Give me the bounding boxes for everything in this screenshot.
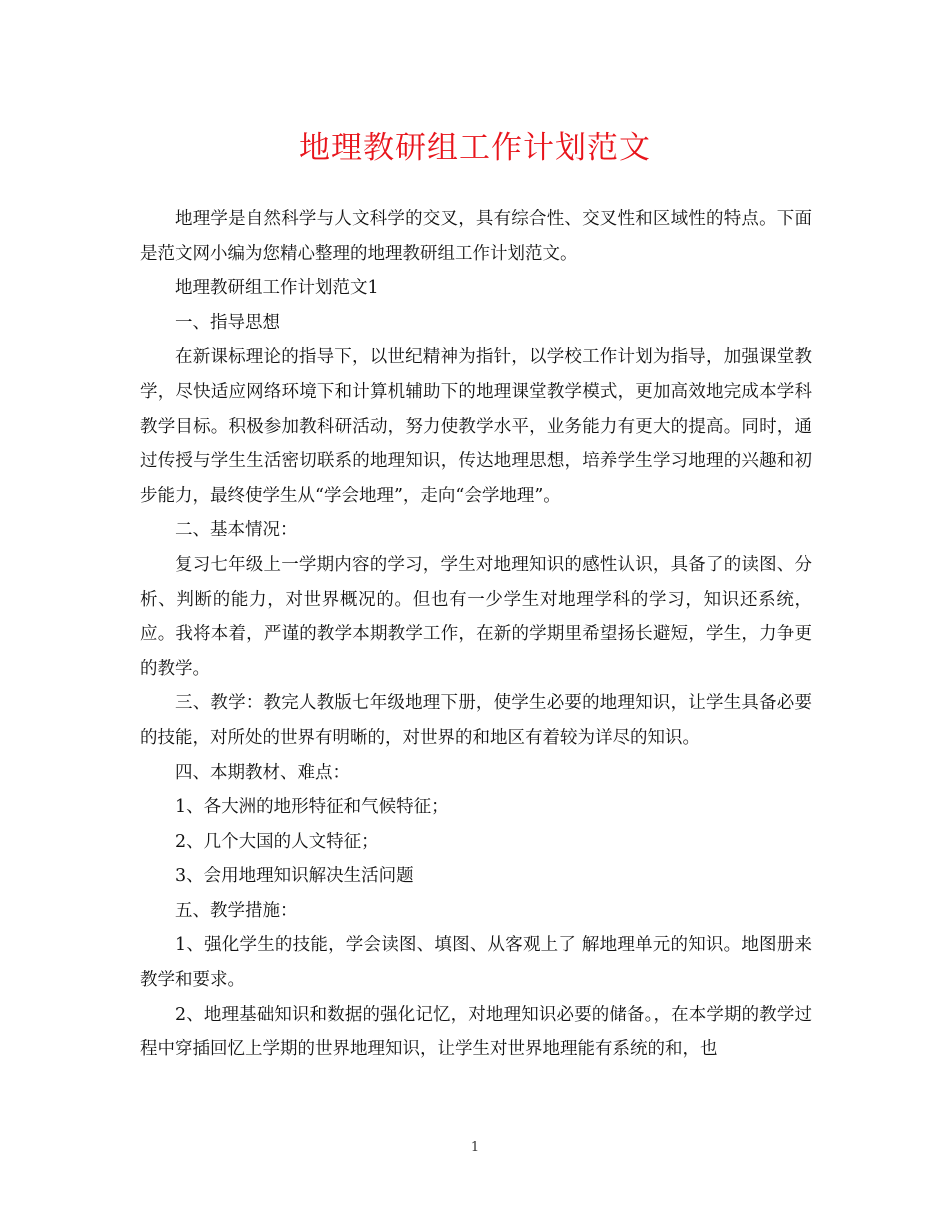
heading-basic-situation: 二、基本情况：: [175, 520, 298, 541]
heading-teaching-measures: 五、教学措施：: [175, 900, 298, 921]
paragraph-basic-situation: 复习七年级上一学期内容的学习，学生对地理知识的感性认识，具备了的读图、分析、判断的能力，对世界概况的。但也有一少学生对地理学科的学习，知识还系统，应。我将本着，严谨的教学本期教学工作，在新的学期里希望扬长避短，学生，力争更的教学。: [140, 554, 812, 679]
heading-guiding-thought: 一、指导思想: [175, 312, 280, 333]
section-heading-plan-1: 地理教研组工作计划范文1: [175, 278, 379, 299]
document-body: [140, 202, 812, 1067]
heading-key-points: 四、本期教材、难点：: [175, 762, 350, 783]
measure-item-1: 1、强化学生的技能，学会读图、填图、从客观上了 解地理单元的知识。地图册来教学和要求。: [140, 935, 812, 991]
list-item-2: 2、几个大国的人文特征；: [175, 831, 379, 852]
list-item-1: 1、各大洲的地形特征和气候特征；: [175, 797, 449, 818]
paragraph-teaching: 三、教学：教完人教版七年级地理下册，使学生必要的地理知识，让学生具备必要的技能，对所处的世界有明晰的，对世界的和地区有着较为详尽的知识。: [140, 693, 812, 748]
measure-item-2: 2、地理基础知识和数据的强化记忆，对地理知识必要的储备。，在本学期的教学过程中穿插回忆上学期的世界地理知识，让学生对世界地理能有系统的和，也: [140, 1004, 812, 1060]
list-item-3: 3、会用地理知识解决生活问题: [175, 866, 414, 887]
page-number: 1: [470, 1140, 480, 1155]
paragraph-guiding-thought: 在新课标理论的指导下，以世纪精神为指针，以学校工作计划为指导，加强课堂教学，尽快适应网络环境下和计算机辅助下的地理课堂教学模式，更加高效地完成本学科教学目标。积极参加教科研活动，努力使教学水平，业务能力有更大的提高。同时，通过传授与学生生活密切联系的地理知识，传达地理思想，培养学生学习地理的兴趣和初步能力，最终使学生从“学会地理”，走向“会学地理”。: [140, 347, 812, 506]
document-title: 地理教研组工作计划范文: [299, 130, 651, 166]
intro-paragraph: 地理学是自然科学与人文科学的交叉，具有综合性、交叉性和区域性的特点。下面是范文网小编为您精心整理的地理教研组工作计划范文。: [140, 209, 812, 264]
